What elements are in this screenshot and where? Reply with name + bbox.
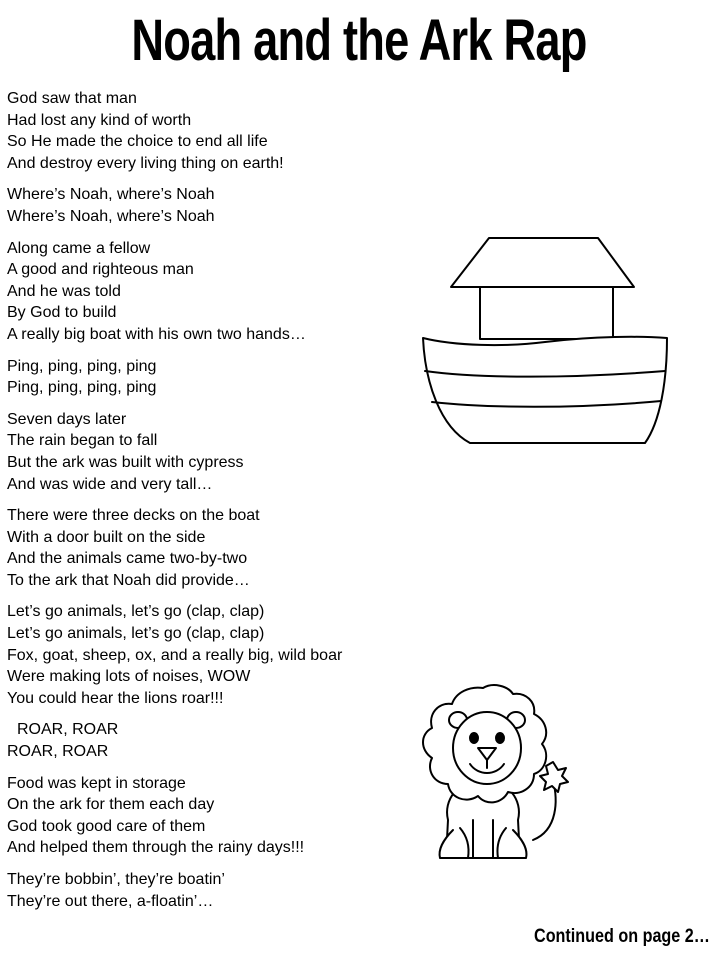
lyric-line: Let’s go animals, let’s go (clap, clap) (7, 603, 265, 621)
lyric-line: Seven days later (7, 410, 127, 428)
lyric-line: Had lost any kind of worth (7, 111, 192, 129)
lyric-line: ROAR, ROAR (17, 721, 119, 739)
stanza (7, 719, 407, 762)
lyrics (7, 88, 407, 922)
continued-note: Continued on page 2… (534, 926, 710, 947)
lyric-line: A really big boat with his own two hands… (7, 325, 306, 343)
lion-illustration (408, 680, 588, 868)
stanza (7, 356, 407, 399)
lyric-line: And was wide and very tall… (7, 475, 213, 493)
lyric-line: You could hear the lions roar!!! (7, 689, 224, 707)
stanza (7, 869, 407, 912)
lyric-line: By God to build (7, 304, 117, 322)
lyric-line: Where’s Noah, where’s Noah (7, 186, 215, 204)
lyric-line: On the ark for them each day (7, 796, 215, 814)
lyric-line: Ping, ping, ping, ping (7, 357, 157, 375)
lyric-line: But the ark was built with cypress (7, 453, 244, 471)
lyric-line: And helped them through the rainy days!!! (7, 839, 305, 857)
lyric-line: Were making lots of noises, WOW (7, 668, 251, 686)
stanza (7, 505, 407, 591)
lyric-line: And destroy every living thing on earth! (7, 154, 284, 172)
lyric-line: Ping, ping, ping, ping (7, 379, 157, 397)
stanza (7, 773, 407, 859)
lyric-line: Food was kept in storage (7, 774, 186, 792)
lyric-line: ROAR, ROAR (7, 743, 109, 761)
lyric-line: And he was told (7, 282, 121, 300)
stanza (7, 601, 407, 709)
lyric-line: They’re out there, a-floatin’… (7, 892, 214, 910)
lyric-line: Where’s Noah, where’s Noah (7, 207, 215, 225)
lyric-line: So He made the choice to end all life (7, 133, 268, 151)
lyric-line: Fox, goat, sheep, ox, and a really big, wild boar (7, 646, 343, 664)
lyric-line: God saw that man (7, 90, 137, 107)
lyric-line: God took good care of them (7, 817, 206, 835)
lyric-line: Along came a fellow (7, 239, 151, 257)
ark-illustration (415, 232, 677, 454)
lyric-line: The rain began to fall (7, 432, 158, 450)
lyric-line: A good and righteous man (7, 261, 194, 279)
lyric-line: There were three decks on the boat (7, 507, 260, 525)
page-title: Noah and the Ark Rap (131, 8, 587, 73)
lyric-line: With a door built on the side (7, 528, 206, 546)
lyric-line: They’re bobbin’, they’re boatin’ (7, 871, 225, 888)
lyric-line: To the ark that Noah did provide… (7, 571, 250, 589)
stanza (7, 88, 407, 174)
stanza (7, 238, 407, 346)
lyric-line: And the animals came two-by-two (7, 550, 248, 568)
stanza (7, 184, 407, 227)
stanza (7, 409, 407, 495)
lyric-line: Let’s go animals, let’s go (clap, clap) (7, 625, 265, 643)
